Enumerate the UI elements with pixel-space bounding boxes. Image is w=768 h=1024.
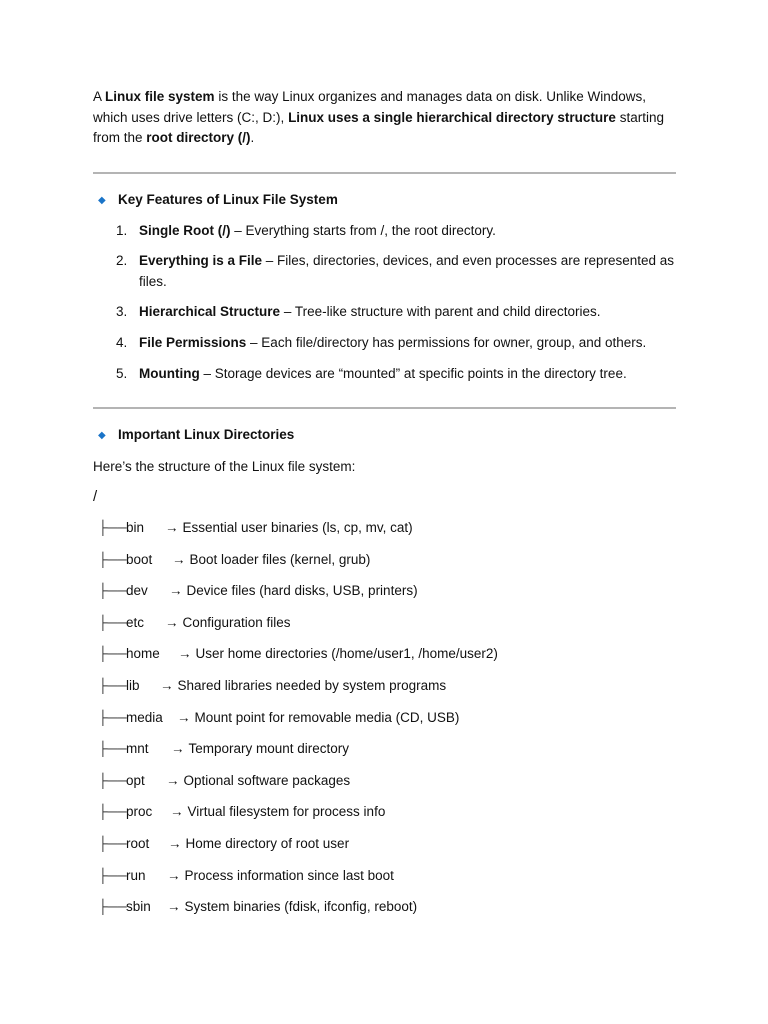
feature-item	[116, 302, 676, 323]
tree-dir-desc-text: Shared libraries needed by system programs	[177, 678, 447, 693]
tree-dir-desc-text: Temporary mount directory	[188, 741, 350, 757]
tree-branch: ├──	[98, 709, 127, 725]
tree-branch: ├──	[98, 836, 127, 851]
feature-number: 1.	[116, 223, 128, 238]
tree-root: /	[93, 488, 98, 505]
tree-row	[98, 676, 447, 697]
tree-branch: ├──	[98, 804, 127, 820]
intro-text-2: is the way Linux organizes and manages data on disk. Unlike Windows, which uses drive letters (C:, D:),	[93, 89, 647, 125]
tree-dir-desc-text: System binaries (fdisk, ifconfig, reboot)	[184, 899, 418, 915]
tree-dir-desc-text: Virtual filesystem for process info	[187, 804, 386, 820]
diamond-icon: ◆	[98, 430, 106, 441]
arrow-right-icon: →	[170, 804, 184, 820]
tree-dir-name: lib	[126, 678, 140, 693]
feature-number: 5.	[116, 366, 128, 381]
tree-dir-desc	[170, 802, 385, 823]
arrow-right-icon: →	[177, 709, 191, 725]
tree-branch: ├──	[98, 678, 127, 693]
arrow-right-icon: →	[169, 583, 183, 599]
tree-dir-name: dev	[126, 583, 148, 599]
tree-dir-desc	[169, 581, 418, 602]
feature-term: Everything is a File	[139, 253, 263, 268]
feature-number: 2.	[116, 253, 128, 268]
tree-dir-desc	[165, 518, 413, 539]
tree-branch: ├──	[98, 646, 127, 662]
intro-text-1: A	[93, 89, 106, 104]
arrow-right-icon: →	[160, 678, 174, 693]
tree-dir-desc	[167, 897, 417, 918]
tree-dir-desc-text: Configuration files	[182, 614, 291, 630]
tree-dir-desc-text: Device files (hard disks, USB, printers)	[186, 583, 418, 599]
tree-branch: ├──	[98, 899, 127, 915]
tree-row	[98, 897, 418, 918]
tree-row	[98, 866, 394, 887]
tree-dir-name: proc	[126, 804, 153, 820]
directories-heading-text: Important Linux Directories	[118, 427, 295, 442]
tree-dir-name: etc	[126, 614, 145, 630]
feature-item	[116, 251, 676, 292]
tree-dir-desc	[168, 834, 349, 855]
arrow-right-icon: →	[167, 867, 181, 883]
tree-branch: ├──	[98, 614, 127, 630]
tree-dir-desc-text: Essential user binaries (ls, cp, mv, cat)	[182, 520, 413, 535]
tree-dir-desc	[166, 771, 350, 792]
arrow-right-icon: →	[167, 899, 181, 915]
feature-text	[139, 333, 676, 354]
tree-dir-name: run	[126, 867, 146, 883]
tree-dir-desc	[172, 550, 370, 571]
intro-bold-2: Linux uses a single hierarchical directory structure	[288, 109, 616, 125]
tree-dir-name: opt	[126, 772, 145, 788]
feature-text	[139, 364, 676, 385]
feature-term: Hierarchical Structure	[139, 304, 281, 319]
tree-row	[98, 581, 418, 602]
tree-dir-desc-text: Optional software packages	[183, 772, 351, 788]
feature-desc: – Everything starts from /, the root directory.	[230, 223, 496, 238]
intro-text-4: .	[250, 130, 255, 145]
feature-desc: – Storage devices are “mounted” at specific points in the directory tree.	[199, 366, 627, 381]
feature-number: 4.	[116, 335, 128, 350]
tree-dir-desc-text: Boot loader files (kernel, grub)	[189, 551, 371, 567]
tree-dir-name: bin	[126, 520, 145, 535]
intro-bold-1: Linux file system	[105, 89, 215, 104]
arrow-right-icon: →	[178, 646, 192, 662]
tree-dir-desc-text: Process information since last boot	[184, 867, 394, 883]
tree-branch: ├──	[98, 772, 127, 788]
tree-branch: ├──	[98, 520, 127, 535]
directories-lead: Here’s the structure of the Linux file system:	[93, 459, 356, 474]
tree-row	[98, 708, 460, 729]
feature-term: Single Root (/)	[139, 223, 231, 238]
tree-dir-desc	[171, 739, 349, 760]
tree-row	[98, 644, 498, 665]
tree-row	[98, 550, 371, 571]
features-heading-text: Key Features of Linux File System	[118, 192, 338, 207]
tree-row	[98, 802, 386, 823]
features-heading	[98, 190, 338, 212]
feature-item	[116, 333, 676, 354]
section-divider	[93, 407, 676, 409]
tree-branch: ├──	[98, 741, 127, 757]
arrow-right-icon: →	[171, 741, 185, 757]
tree-branch: ├──	[98, 551, 127, 567]
tree-dir-name: media	[126, 709, 163, 725]
feature-text	[139, 251, 676, 292]
feature-item	[116, 221, 676, 242]
feature-item	[116, 364, 676, 385]
tree-dir-name: home	[126, 646, 160, 662]
arrow-right-icon: →	[166, 772, 180, 788]
arrow-right-icon: →	[172, 551, 186, 567]
tree-branch: ├──	[98, 583, 127, 599]
tree-dir-desc	[167, 866, 394, 887]
tree-dir-name: root	[126, 836, 150, 851]
feature-desc: – Files, directories, devices, and even processes are represented as files.	[139, 253, 675, 289]
tree-dir-desc	[177, 708, 459, 729]
tree-dir-desc-text: User home directories (/home/user1, /home/user2)	[195, 646, 498, 662]
tree-row	[98, 518, 413, 539]
feature-term: File Permissions	[139, 335, 247, 350]
tree-dir-name: sbin	[126, 899, 151, 915]
tree-dir-desc-text: Home directory of root user	[185, 836, 350, 851]
feature-text	[139, 302, 676, 323]
feature-desc: – Each file/directory has permissions for owner, group, and others.	[246, 335, 647, 350]
directories-heading	[98, 425, 294, 447]
arrow-right-icon: →	[168, 836, 182, 851]
tree-dir-desc	[178, 644, 498, 665]
feature-text	[139, 221, 676, 242]
tree-row	[98, 771, 351, 792]
arrow-right-icon: →	[165, 614, 179, 630]
tree-branch: ├──	[98, 867, 127, 883]
intro-text-3: starting from the	[93, 109, 664, 145]
tree-dir-name: mnt	[126, 741, 149, 757]
tree-row	[98, 739, 350, 760]
intro-bold-3: root directory (/)	[146, 130, 251, 145]
arrow-right-icon: →	[165, 520, 179, 535]
intro-paragraph	[93, 87, 683, 149]
feature-number: 3.	[116, 304, 128, 319]
feature-desc: – Tree-like structure with parent and child directories.	[280, 304, 601, 319]
feature-term: Mounting	[139, 366, 200, 381]
tree-dir-name: boot	[126, 551, 153, 567]
section-divider	[93, 172, 676, 174]
tree-dir-desc	[160, 676, 446, 697]
tree-row	[98, 613, 291, 634]
tree-dir-desc-text: Mount point for removable media (CD, USB)	[194, 709, 460, 725]
tree-dir-desc	[165, 613, 291, 634]
diamond-icon: ◆	[98, 195, 106, 206]
tree-row	[98, 834, 350, 855]
